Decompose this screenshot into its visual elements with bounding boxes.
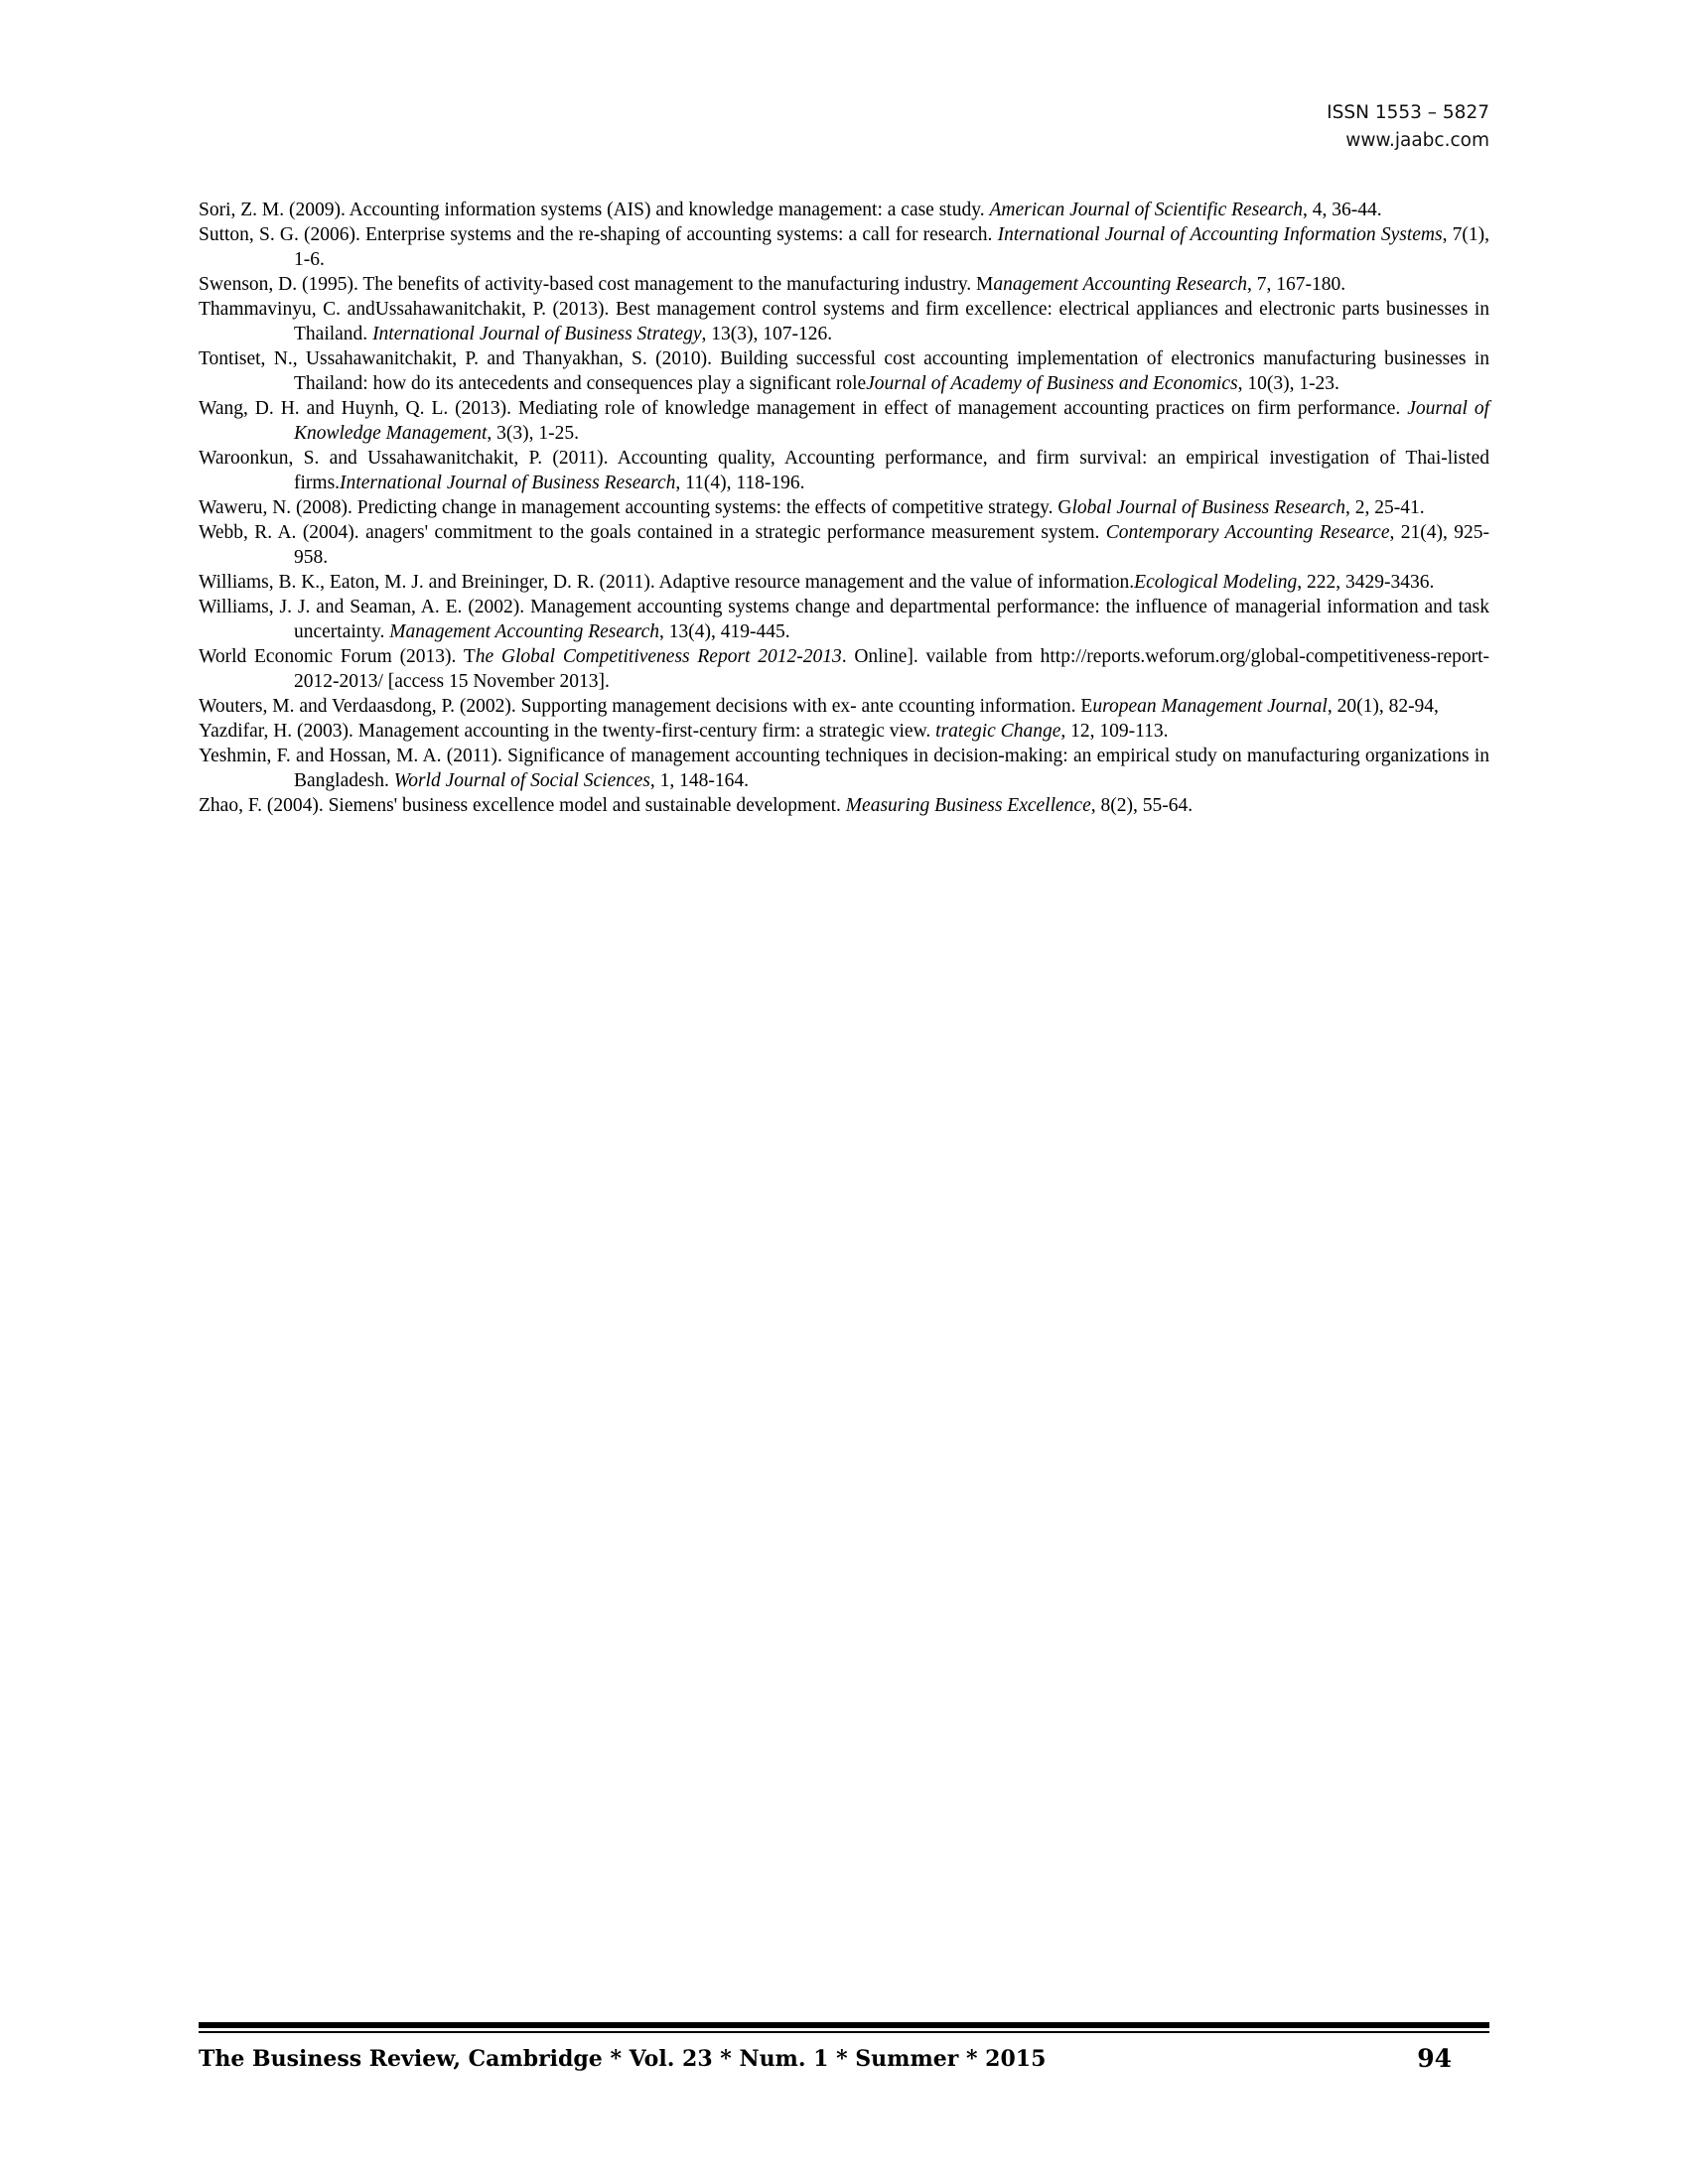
reference-details: , 3(3), 1-25. [487,423,580,444]
reference-entry [199,198,1489,222]
reference-text: Swenson, D. (1995). The benefits of activity-based cost management to the manufacturing industry. M [199,274,994,295]
reference-details: , 4, 36-44. [1302,200,1382,220]
reference-entry [199,694,1489,719]
reference-entry [199,570,1489,595]
reference-journal: American Journal of Scientific Research [989,200,1303,220]
reference-details: , 10(3), 1-23. [1237,373,1339,394]
reference-text: Thammavinyu, C. andUssahawanitchakit, P. (2013). Best management control systems and firm excellence: electrical appliances and electronic parts businesses in Thailand. [199,299,1489,344]
reference-text: Yazdifar, H. (2003). Management accounting in the twenty-first-century firm: a strategic view. [199,721,936,742]
reference-entry [199,744,1489,793]
reference-details: . Online]. vailable from http://reports.weforum.org/global-competitiveness-report-2012-2013/ [access 15 November 2013]. [294,646,1489,692]
reference-entry [199,595,1489,644]
reference-journal: trategic Change [935,721,1061,742]
reference-text: Williams, J. J. and Seaman, A. E. (2002). Management accounting systems change and departmental performance: the influence of managerial information and task uncertainty. [199,597,1489,642]
reference-text: Sutton, S. G. (2006). Enterprise systems and the re-shaping of accounting systems: a call for research. [199,224,998,245]
reference-entry [199,272,1489,297]
reference-text: Williams, B. K., Eaton, M. J. and Breininger, D. R. (2011). Adaptive resource management and the value of information. [199,572,1135,593]
reference-details: , 21(4), 925-958. [294,522,1490,568]
reference-details: , 222, 3429-3436. [1297,572,1435,593]
reference-text: Waroonkun, S. and Ussahawanitchakit, P. (2011). Accounting quality, Accounting performance, and firm survival: an empirical investigation of Thai-listed firms. [199,448,1489,493]
reference-text: Waweru, N. (2008). Predicting change in management accounting systems: the effects of competitive strategy. G [199,497,1072,518]
reference-journal: anagement Accounting Research [993,274,1248,295]
page-footer [199,2042,1489,2082]
reference-text: Wouters, M. and Verdaasdong, P. (2002). Supporting management decisions with ex- ante ccounting information. E [199,696,1093,717]
reference-entry [199,297,1489,346]
reference-text: Zhao, F. (2004). Siemens' business excellence model and sustainable development. [199,795,846,816]
reference-text: Wang, D. H. and Huynh, Q. L. (2013). Mediating role of knowledge management in effect of management accounting practices on firm performance. [199,398,1408,419]
reference-text: Webb, R. A. (2004). anagers' commitment to the goals contained in a strategic performance measurement system. [199,522,1106,543]
reference-journal: uropean Management Journal [1092,696,1328,717]
reference-journal: International Journal of Accounting Information Systems [997,224,1443,245]
reference-list [199,198,1489,818]
reference-journal: International Journal of Business Research [340,473,676,493]
reference-journal: World Journal of Social Sciences [393,770,650,791]
reference-details: , 12, 109-113. [1060,721,1169,742]
reference-entry [199,495,1489,520]
reference-details: , 20(1), 82-94, [1327,696,1439,717]
reference-details: , 2, 25-41. [1344,497,1425,518]
reference-entry [199,346,1489,396]
issn-label: ISSN 1553 – 5827 [1327,102,1489,123]
reference-journal: Journal of Knowledge Management [294,398,1489,444]
reference-journal: Contemporary Accounting Researce [1105,522,1390,543]
reference-entry [199,446,1489,495]
reference-details: , 11(4), 118-196. [675,473,805,493]
reference-entry [199,396,1489,446]
reference-entry [199,520,1489,570]
footer-rule-thick [199,2022,1489,2028]
website-label: www.jaabc.com [1345,130,1489,151]
reference-details: , 1, 148-164. [649,770,750,791]
reference-journal: lobal Journal of Business Research [1071,497,1345,518]
page-number: 94 [1417,2044,1452,2073]
reference-text: World Economic Forum (2013). T [199,646,476,667]
reference-details: , 13(3), 107-126. [701,324,833,344]
page-header [1327,99,1489,155]
footer-journal-info: The Business Review, Cambridge * Vol. 23 * Num. 1 * Summer * 2015 [199,2046,1047,2072]
reference-journal: Ecological Modeling [1134,572,1298,593]
reference-journal: Measuring Business Excellence [845,795,1091,816]
reference-text: Yeshmin, F. and Hossan, M. A. (2011). Significance of management accounting techniques in decision-making: an empirical study on manufacturing organizations in Bangladesh. [199,746,1489,791]
reference-journal: he Global Competitiveness Report 2012-2013 [475,646,842,667]
reference-text: Sori, Z. M. (2009). Accounting information systems (AIS) and knowledge management: a case study. [199,200,990,220]
reference-entry [199,222,1489,272]
reference-text: Tontiset, N., Ussahawanitchakit, P. and Thanyakhan, S. (2010). Building successful cost accounting implementation of electronics manufacturing businesses in Thailand: how do its antecedents and consequences play a significant role [199,348,1489,394]
reference-journal: International Journal of Business Strategy [372,324,702,344]
reference-journal: Management Accounting Research [389,621,660,642]
reference-entry [199,719,1489,744]
reference-entry [199,644,1489,694]
footer-rule-thin [199,2031,1489,2033]
reference-details: , 8(2), 55-64. [1090,795,1194,816]
reference-entry [199,793,1489,818]
reference-details: , 13(4), 419-445. [659,621,790,642]
reference-details: , 7(1), 1-6. [294,224,1489,270]
reference-details: , 7, 167-180. [1247,274,1346,295]
reference-journal: Journal of Academy of Business and Economics [866,373,1238,394]
